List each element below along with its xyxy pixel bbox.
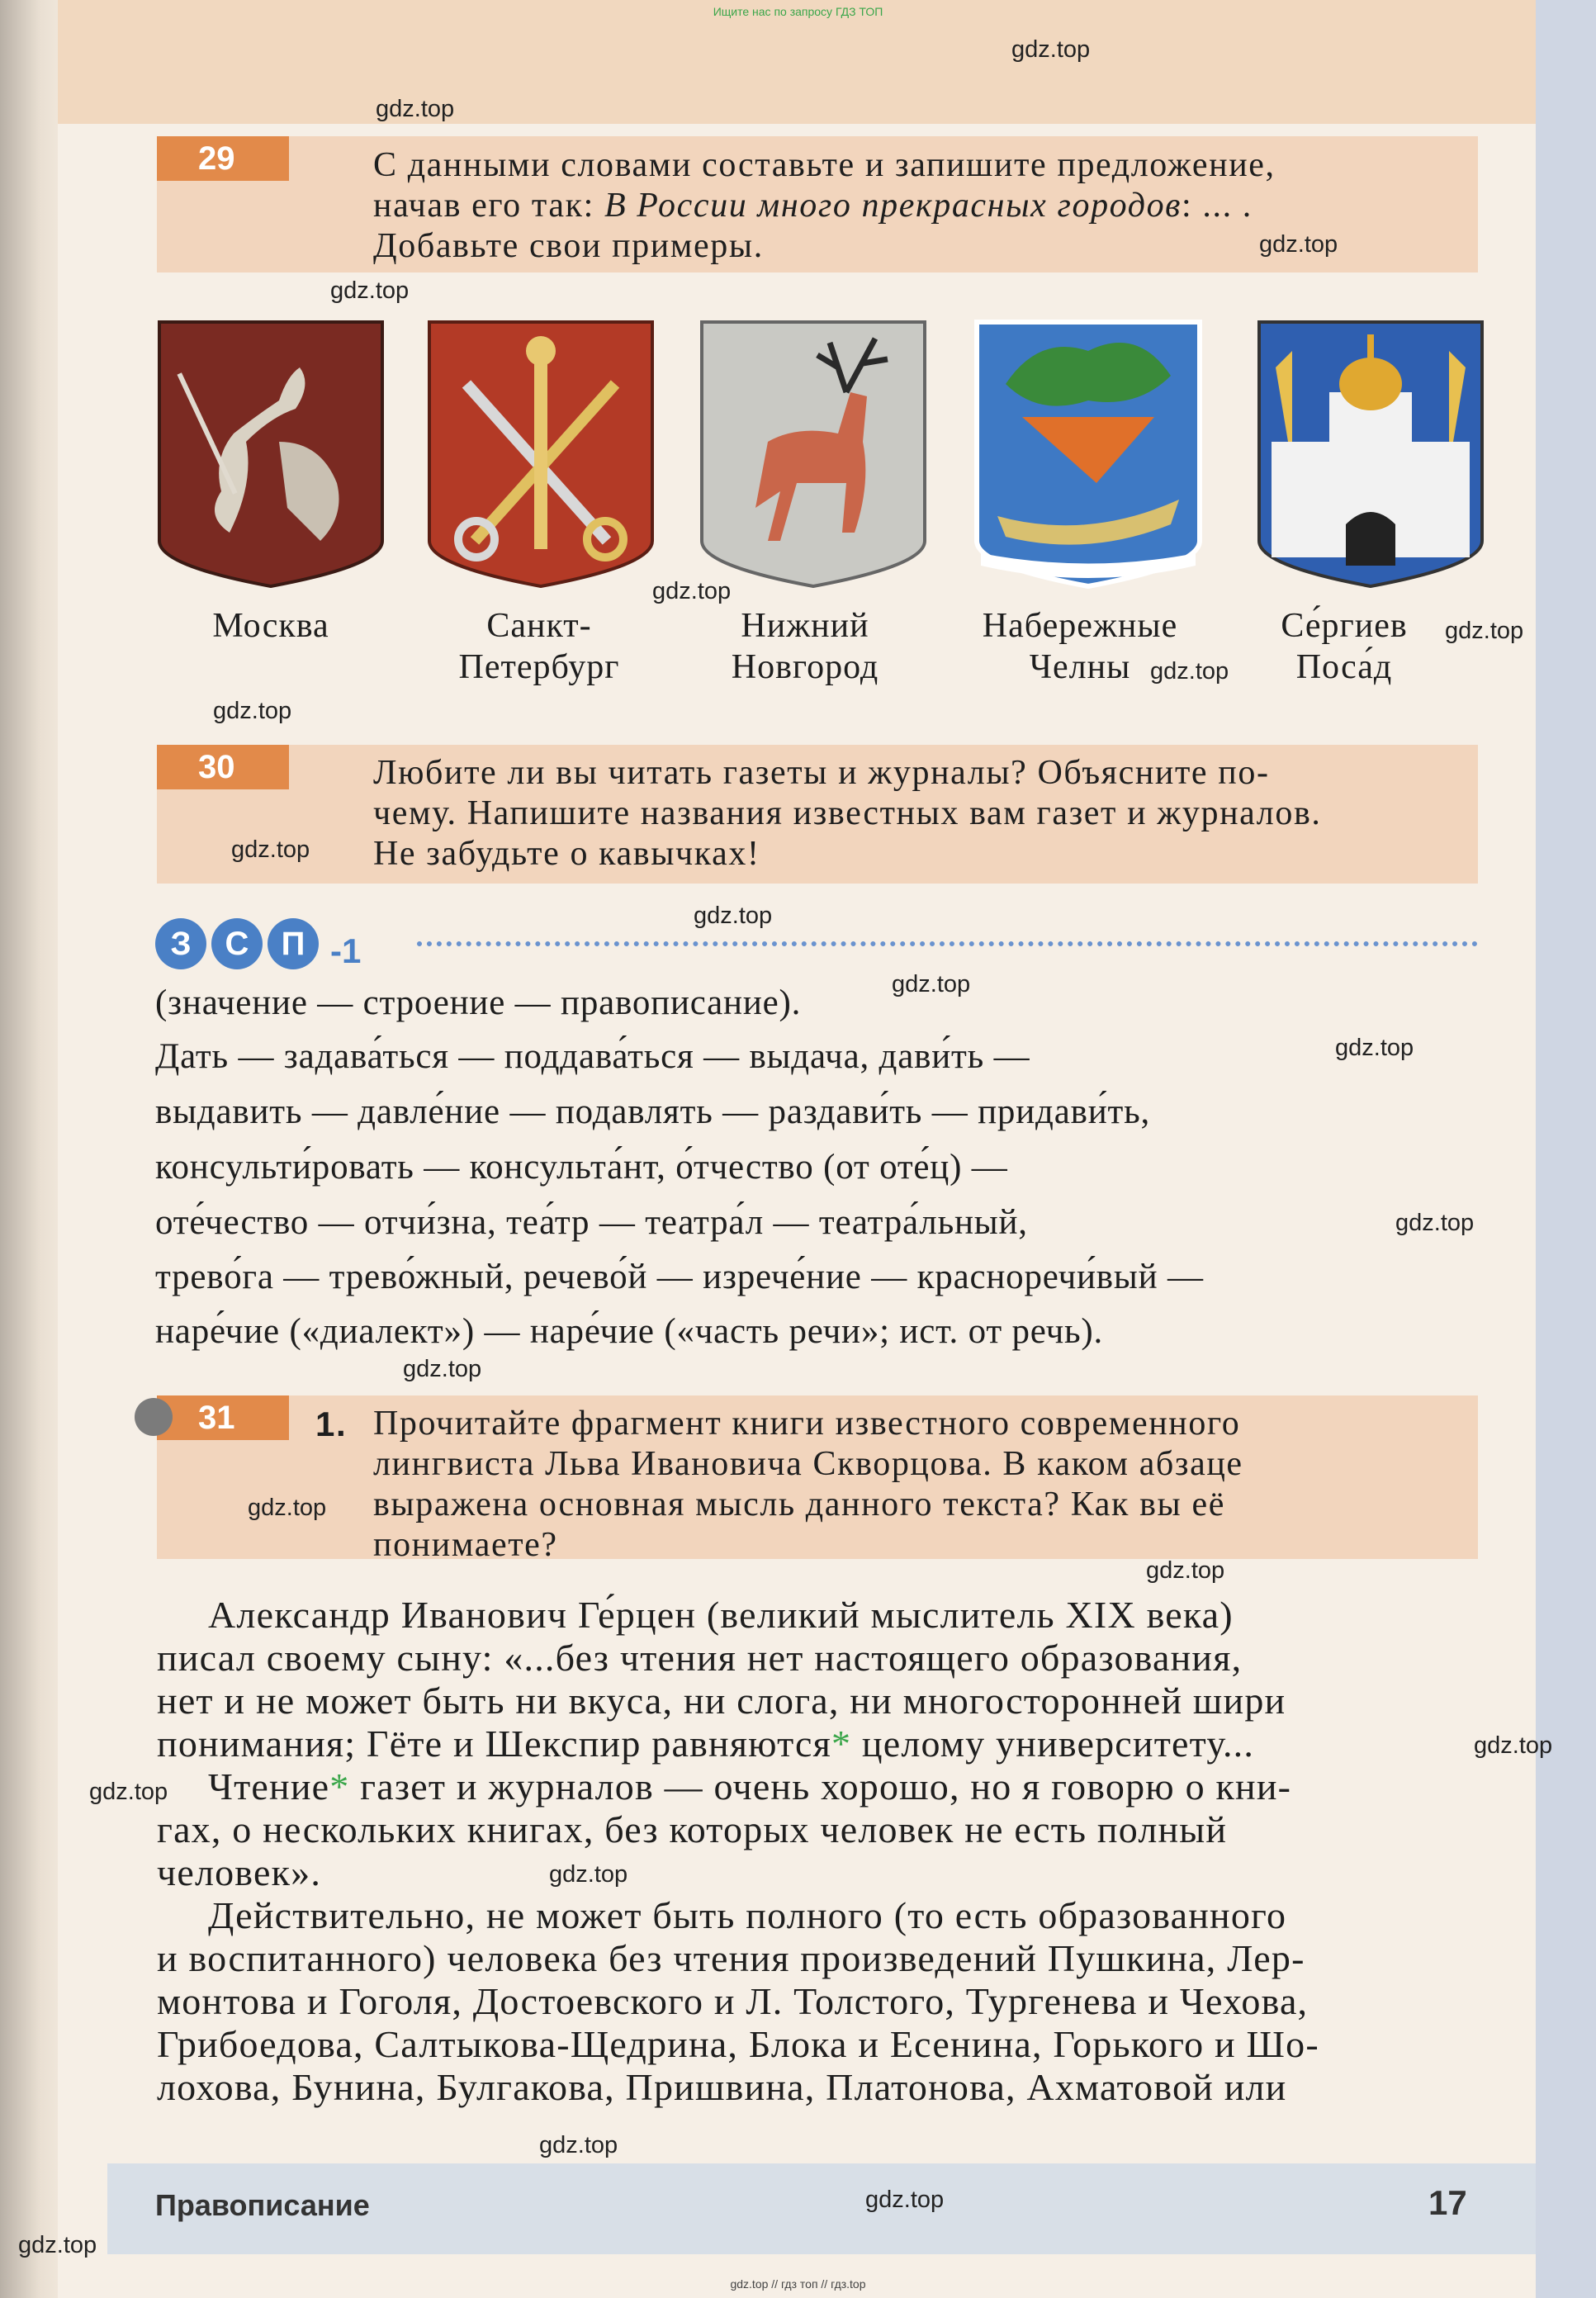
caption-spb-line-1: Санкт- bbox=[486, 607, 592, 645]
zsp-line-2: выдавить — давле́ние — подавлять — раздави́ть — придави́ть, bbox=[155, 1092, 1151, 1131]
zsp-badge bbox=[155, 918, 361, 971]
zsp-line-3: консульти́ровать — консульта́нт, о́тчество (от оте́ц) — bbox=[155, 1148, 1008, 1187]
caption-moscow-line-1: Москва bbox=[212, 607, 329, 645]
caption-sp bbox=[1208, 605, 1480, 688]
task-31-text bbox=[373, 1404, 1456, 1566]
task-29-line-1: С данными словами составьте и запишите предложение, bbox=[373, 146, 1276, 184]
caption-spb bbox=[403, 605, 675, 688]
task-29-line-2c: : ... . bbox=[1182, 187, 1253, 225]
caption-nn-line-2: Новгород bbox=[731, 648, 879, 686]
flower-icon bbox=[135, 1398, 173, 1436]
p2-line-1-text: Чтение bbox=[208, 1765, 330, 1808]
asterisk-mark: * bbox=[329, 1765, 350, 1808]
footer-section-title: Правописание bbox=[155, 2188, 370, 2222]
watermark: gdz.top bbox=[539, 2132, 618, 2158]
top-banner: Ищите нас по запросу ГДЗ ТОП bbox=[713, 5, 883, 18]
p3-line-1-text: Действительно, не может быть полного (то есть образованного bbox=[208, 1894, 1287, 1936]
watermark: gdz.top bbox=[892, 971, 971, 997]
nizhny-novgorod-crest-image bbox=[698, 318, 929, 590]
task-30-number: 30 bbox=[157, 745, 289, 789]
zsp-line-4: оте́чество — отчи́зна, теа́тр — театра́л — театра́льный, bbox=[155, 1203, 1028, 1242]
p1-line-1-text: Александр Иванович Ге́рцен (великий мыслитель XIX века) bbox=[208, 1594, 1234, 1636]
caption-spb-line-2: Петербург bbox=[458, 648, 620, 686]
caption-nch-line-2: Челны bbox=[1029, 648, 1131, 686]
zsp-dotted-rule bbox=[417, 941, 1478, 946]
task-31-line-2: лингвиста Льва Ивановича Скворцова. В каком абзаце bbox=[373, 1445, 1243, 1483]
p1-line-4b-text: целому университету... bbox=[851, 1722, 1255, 1765]
watermark: gdz.top bbox=[1335, 1035, 1414, 1061]
p1-line-3: нет и не может быть ни вкуса, ни слога, ни многосторонней шири bbox=[157, 1680, 1286, 1722]
task-29-number: 29 bbox=[157, 136, 289, 181]
zsp-line-5: трево́га — трево́жный, речево́й — изрече́ние — красноречи́вый — bbox=[155, 1258, 1204, 1296]
top-band bbox=[58, 0, 1536, 124]
watermark: gdz.top bbox=[1445, 618, 1524, 644]
watermark: gdz.top bbox=[213, 698, 292, 724]
p2-line-3: человек». bbox=[157, 1851, 322, 1893]
task-30-line-1: Любите ли вы читать газеты и журналы? Объясните по- bbox=[373, 754, 1270, 792]
task-29-line-3: Добавьте свои примеры. bbox=[373, 227, 764, 265]
page-number: 17 bbox=[1428, 2183, 1467, 2222]
caption-sp-line-2: Поса́д bbox=[1295, 648, 1393, 686]
caption-nn bbox=[669, 605, 941, 688]
caption-nch-line-1: Набережные bbox=[982, 607, 1178, 645]
watermark: gdz.top bbox=[1011, 36, 1091, 63]
zsp-line-6: наре́чие («диалект») — наре́чие («часть речи»; ист. от речь). bbox=[155, 1312, 1104, 1351]
task-29-line-2b: В России много прекрасных городов bbox=[604, 187, 1182, 225]
watermark: gdz.top bbox=[231, 836, 310, 863]
task-31-line-1: Прочитайте фрагмент книги известного современного bbox=[373, 1405, 1241, 1443]
watermark: gdz.top bbox=[376, 96, 455, 122]
asterisk-mark: * bbox=[831, 1722, 852, 1765]
naberezhnye-chelny-crest-image bbox=[973, 318, 1204, 590]
watermark: gdz.top bbox=[549, 1861, 628, 1888]
zsp-line-1: Дать — задава́ться — поддава́ться — выдача, дави́ть — bbox=[155, 1037, 1030, 1076]
watermark: gdz.top bbox=[694, 903, 773, 929]
page-binding bbox=[0, 0, 66, 2298]
watermark: gdz.top bbox=[1474, 1732, 1553, 1759]
task-29-line-2a: начав его так: bbox=[373, 187, 604, 225]
p1-line-2: писал своему сыну: «...без чтения нет настоящего образования, bbox=[157, 1637, 1243, 1679]
bottom-banner: gdz.top // гдз топ // гдз.top bbox=[730, 2277, 866, 2291]
watermark: gdz.top bbox=[403, 1356, 482, 1382]
zsp-letter-s: С bbox=[211, 918, 263, 969]
paragraph-1 bbox=[157, 1594, 1478, 2109]
task-29-line-2 bbox=[373, 186, 1456, 226]
watermark: gdz.top bbox=[652, 578, 732, 604]
p3-line-5: лохова, Бунина, Булгакова, Пришвина, Платонова, Ахматовой или bbox=[157, 2066, 1287, 2108]
p3-line-2: и воспитанного) человека без чтения произведений Пушкина, Лер- bbox=[157, 1937, 1305, 1979]
p1-line-4-text: понимания; Гёте и Шекспир равняются bbox=[157, 1722, 831, 1765]
p1-line-4 bbox=[157, 1722, 1478, 1765]
saint-petersburg-crest-image bbox=[425, 318, 656, 590]
watermark: gdz.top bbox=[18, 2232, 97, 2258]
watermark: gdz.top bbox=[865, 2187, 945, 2213]
task-30-line-2: чему. Напишите названия известных вам газет и журналов. bbox=[373, 794, 1322, 832]
p3-line-1 bbox=[157, 1894, 1478, 1937]
caption-sp-line-1: Се́ргиев bbox=[1281, 607, 1408, 645]
watermark: gdz.top bbox=[1259, 231, 1338, 258]
p1-line-1 bbox=[157, 1594, 1478, 1637]
watermark: gdz.top bbox=[89, 1779, 168, 1805]
watermark: gdz.top bbox=[330, 277, 410, 304]
task-31-line-4: понимаете? bbox=[373, 1526, 558, 1564]
p2-line-1 bbox=[157, 1765, 1478, 1808]
caption-moscow bbox=[135, 605, 407, 647]
watermark: gdz.top bbox=[248, 1495, 327, 1521]
p3-line-3: монтова и Гоголя, Достоевского и Л. Толстого, Тургенева и Чехова, bbox=[157, 1980, 1309, 2022]
p2-line-2: гах, о нескольких книгах, без которых человек не есть полный bbox=[157, 1808, 1228, 1850]
task-31-number: 31 bbox=[157, 1395, 289, 1440]
watermark: gdz.top bbox=[1395, 1210, 1475, 1236]
caption-nn-line-1: Нижний bbox=[741, 607, 869, 645]
zsp-letter-z: З bbox=[155, 918, 206, 969]
task-30-text bbox=[373, 753, 1456, 874]
watermark: gdz.top bbox=[1150, 658, 1229, 685]
p3-line-4: Грибоедова, Салтыкова-Щедрина, Блока и Есенина, Горького и Шо- bbox=[157, 2023, 1319, 2065]
task-31-sub: 1. bbox=[315, 1405, 348, 1443]
zsp-line-0: (значение — строение — правописание). bbox=[155, 983, 802, 1022]
p2-line-1b-text: газет и журналов — очень хорошо, но я говорю о кни- bbox=[349, 1765, 1292, 1808]
watermark: gdz.top bbox=[1146, 1557, 1225, 1584]
task-31-line-3: выражена основная мысль данного текста? Как вы её bbox=[373, 1485, 1225, 1523]
sergiev-posad-crest-image bbox=[1255, 318, 1486, 590]
task-30-line-3: Не забудьте о кавычках! bbox=[373, 835, 760, 873]
moscow-crest-image bbox=[155, 318, 386, 590]
zsp-number: -1 bbox=[330, 931, 362, 971]
zsp-letter-p: П bbox=[268, 918, 319, 969]
